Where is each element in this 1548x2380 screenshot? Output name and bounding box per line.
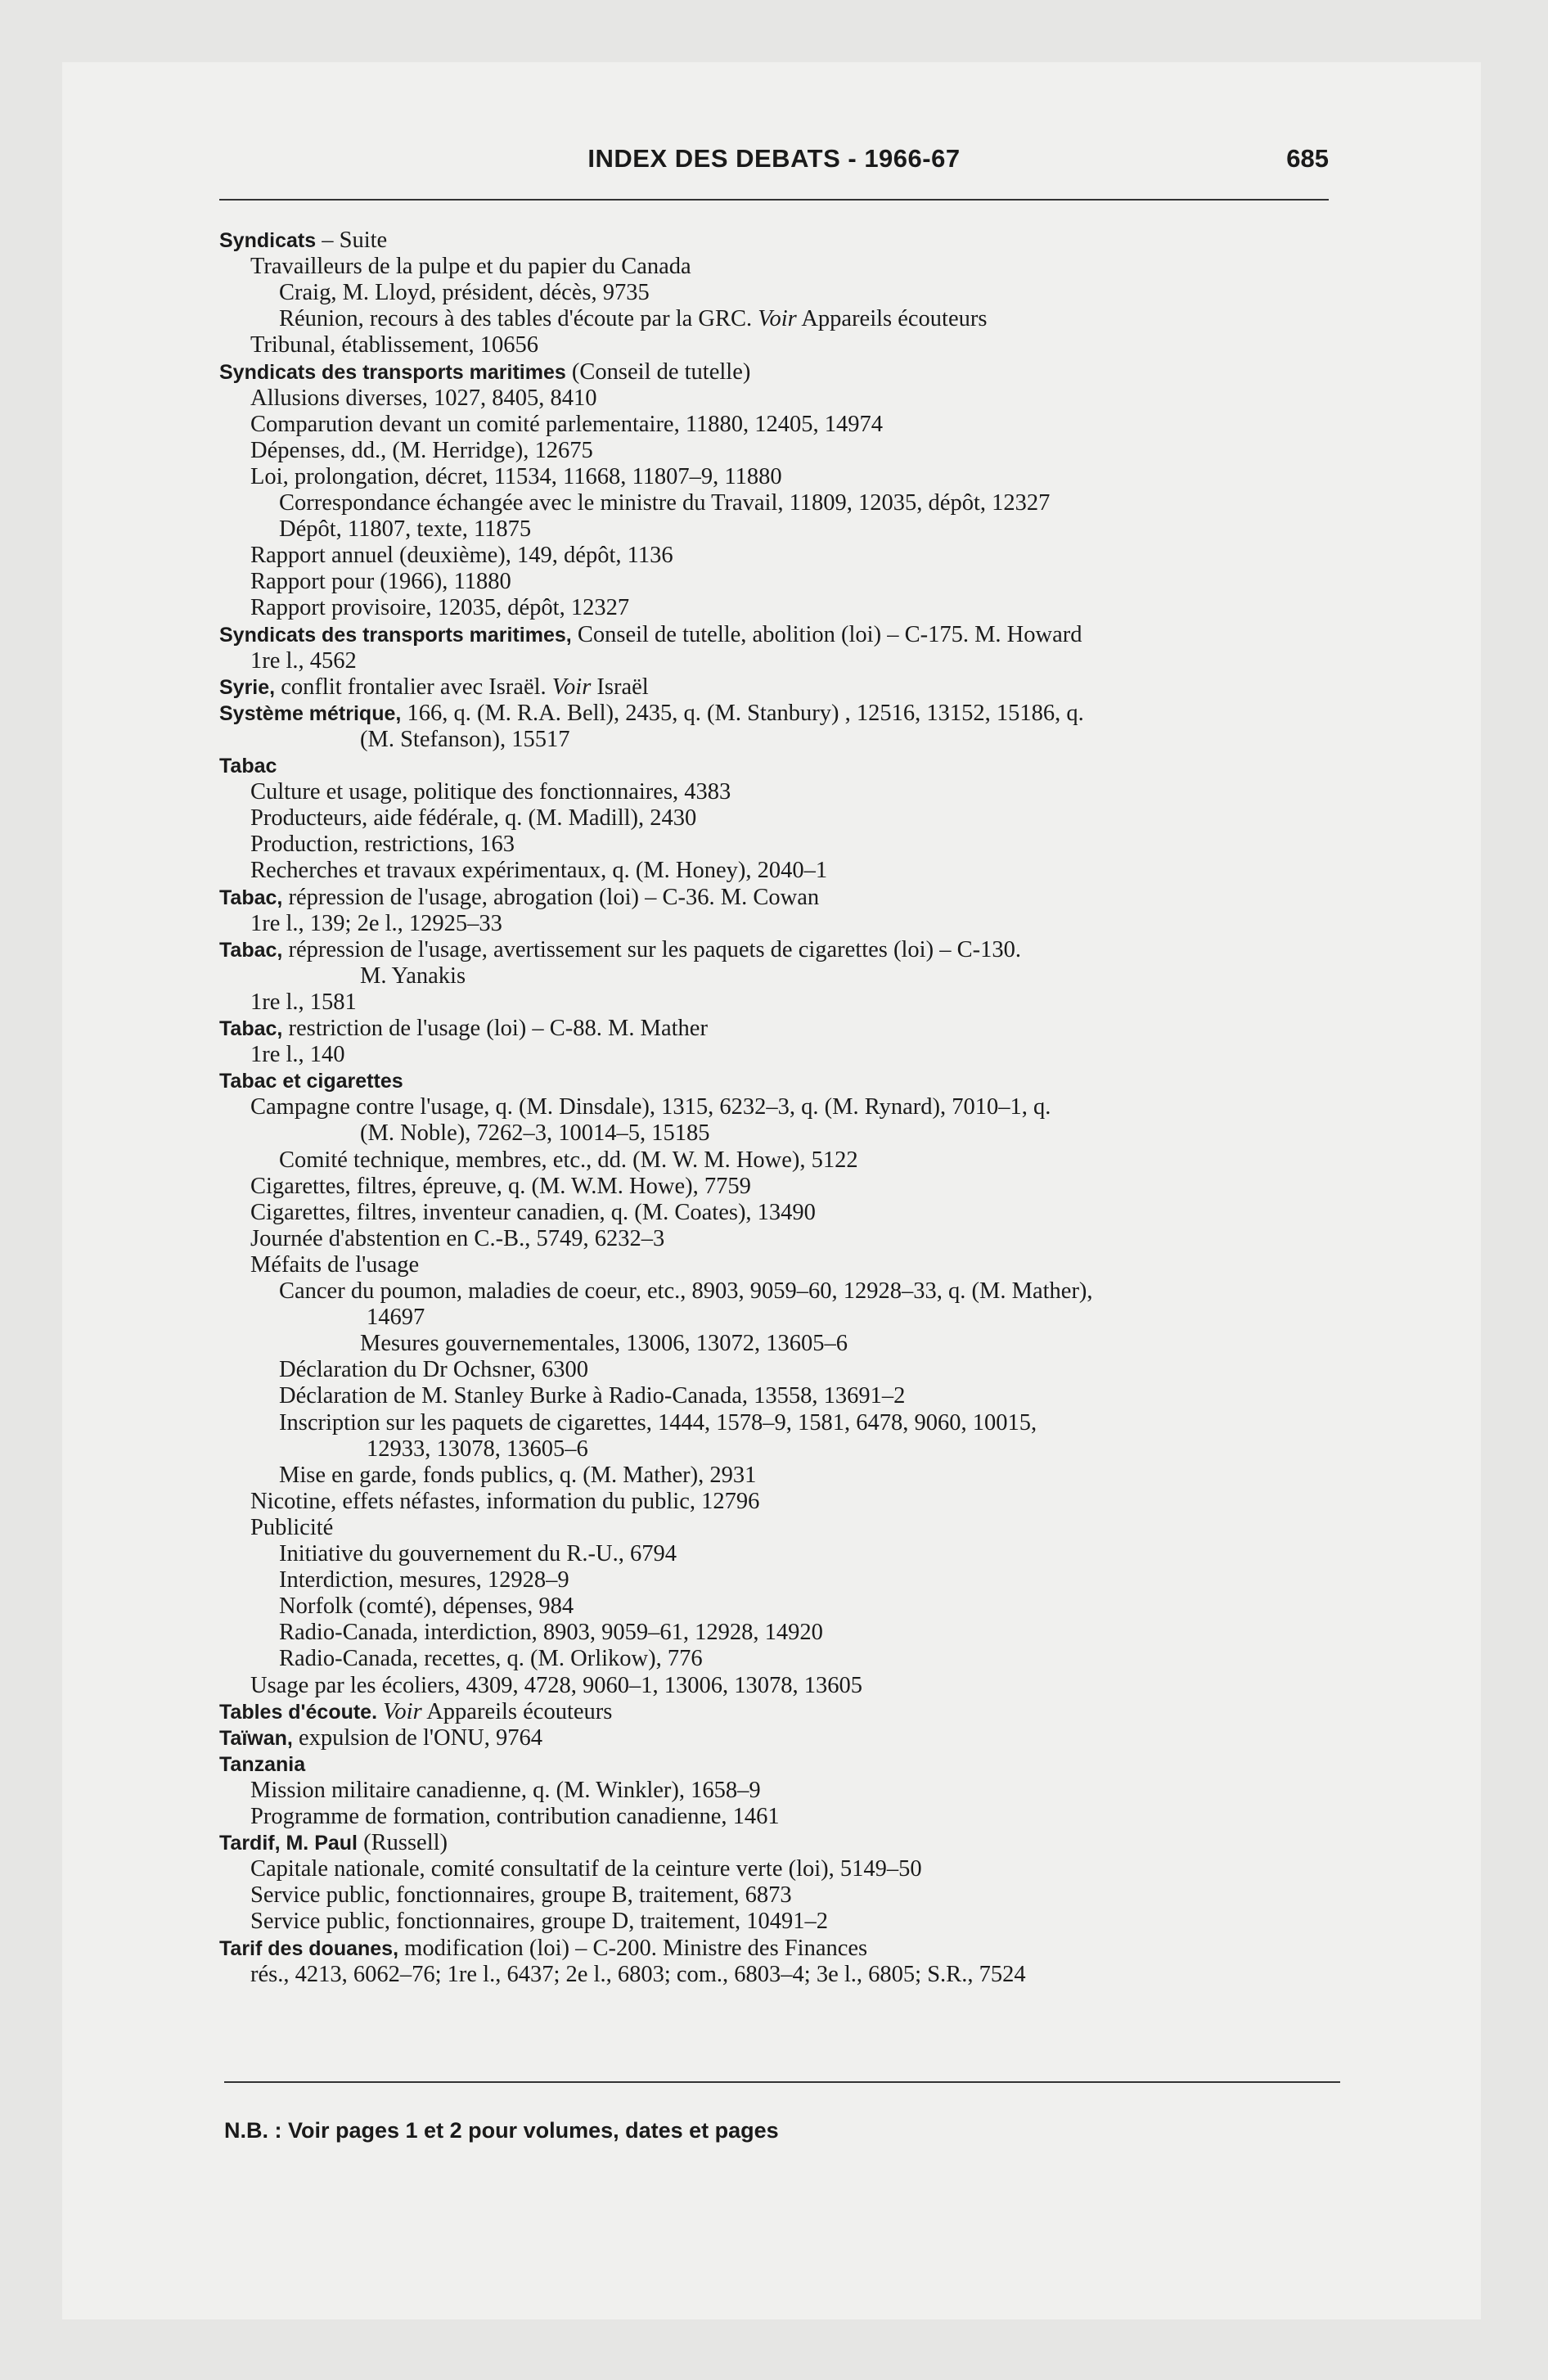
index-entry bbox=[360, 963, 466, 989]
index-entry bbox=[250, 595, 629, 621]
page-header bbox=[219, 144, 1329, 185]
index-entry bbox=[279, 1383, 905, 1409]
entry-text: Usage par les écoliers, 4309, 4728, 9060–1, 13006, 13078, 13605 bbox=[250, 1672, 863, 1698]
entry-text: Inscription sur les paquets de cigarettes, 1444, 1578–9, 1581, 6478, 9060, 10015, bbox=[279, 1409, 1037, 1436]
entry-text: M. Yanakis bbox=[360, 962, 466, 989]
index-heading bbox=[219, 1699, 612, 1725]
index-entry bbox=[250, 832, 515, 858]
entry-text: Publicité bbox=[250, 1514, 334, 1540]
entry-text: 1re l., 140 bbox=[250, 1042, 345, 1068]
entry-text: modification (loi) – C-200. Ministre des Finances bbox=[398, 1935, 868, 1961]
index-entry bbox=[360, 1120, 709, 1147]
index-entry bbox=[250, 1882, 792, 1909]
entry-text: Rapport annuel (deuxième), 149, dépôt, 1136 bbox=[250, 543, 673, 569]
index-entry bbox=[250, 464, 782, 490]
index-entry bbox=[279, 1620, 823, 1646]
entry-text: 166, q. (M. R.A. Bell), 2435, q. (M. Stanbury) , 12516, 13152, 15186, q. bbox=[401, 700, 1084, 726]
heading-term: Tabac, bbox=[219, 938, 283, 962]
index-heading bbox=[219, 1830, 448, 1856]
index-heading bbox=[219, 1725, 542, 1751]
index-entry bbox=[250, 1094, 1051, 1120]
index-entry bbox=[279, 516, 531, 543]
index-entry bbox=[250, 1778, 761, 1804]
entry-text: Correspondance échangée avec le ministre du Travail, 11809, 12035, dépôt, 12327 bbox=[279, 490, 1051, 516]
index-entry bbox=[360, 1331, 848, 1357]
heading-term: Syndicats des transports maritimes, bbox=[219, 623, 572, 647]
entry-text: Production, restrictions, 163 bbox=[250, 832, 515, 858]
index-entry bbox=[250, 1042, 345, 1068]
index-entry bbox=[250, 1489, 759, 1515]
entry-text: Mission militaire canadienne, q. (M. Winkler), 1658–9 bbox=[250, 1777, 761, 1803]
entry-text: Mise en garde, fonds publics, q. (M. Mather), 2931 bbox=[279, 1462, 757, 1488]
header-rule bbox=[219, 199, 1329, 201]
heading-term: Taïwan, bbox=[219, 1726, 293, 1750]
entry-text: Culture et usage, politique des fonctionnaires, 4383 bbox=[250, 779, 731, 805]
see-reference: Voir bbox=[383, 1698, 422, 1724]
entry-text: expulsion de l'ONU, 9764 bbox=[292, 1724, 542, 1751]
page-number: 685 bbox=[1286, 144, 1329, 173]
index-entry bbox=[279, 1646, 703, 1672]
index-entry bbox=[250, 332, 538, 358]
entry-text: 14697 bbox=[367, 1305, 425, 1331]
index-heading bbox=[219, 885, 819, 911]
index-entry bbox=[279, 490, 1050, 516]
entry-text: restriction de l'usage (loi) – C-88. M. Mather bbox=[282, 1016, 708, 1041]
entry-text: Radio-Canada, interdiction, 8903, 9059–61, 12928, 14920 bbox=[279, 1620, 823, 1646]
entry-text: Cigarettes, filtres, inventeur canadien, q. (M. Coates), 13490 bbox=[250, 1199, 816, 1225]
entry-text: – Suite bbox=[316, 228, 388, 253]
index-entry bbox=[367, 1436, 588, 1463]
entry-text: Allusions diverses, 1027, 8405, 8410 bbox=[250, 385, 597, 411]
entry-text: (M. Noble), 7262–3, 10014–5, 15185 bbox=[360, 1120, 710, 1147]
entry-text: (Russell) bbox=[358, 1830, 448, 1856]
index-entry bbox=[250, 569, 511, 595]
index-entry bbox=[250, 648, 357, 674]
entry-text: Israël bbox=[591, 674, 649, 700]
index-heading bbox=[219, 359, 750, 385]
entry-text: Mesures gouvernementales, 13006, 13072, 13605–6 bbox=[360, 1331, 848, 1357]
entry-text: 12933, 13078, 13605–6 bbox=[367, 1436, 588, 1462]
index-entry bbox=[250, 438, 593, 464]
index-heading bbox=[219, 753, 277, 779]
entry-text: Dépenses, dd., (M. Herridge), 12675 bbox=[250, 437, 593, 463]
entry-text: Appareils écouteurs bbox=[796, 306, 988, 332]
entry-text: Travailleurs de la pulpe et du papier du Canada bbox=[250, 254, 691, 280]
entry-text: Producteurs, aide fédérale, q. (M. Madill), 2430 bbox=[250, 805, 697, 832]
entry-text: Cancer du poumon, maladies de coeur, etc., 8903, 9059–60, 12928–33, q. (M. Mather), bbox=[279, 1278, 1093, 1304]
entry-text: Journée d'abstention en C.-B., 5749, 6232–3 bbox=[250, 1225, 665, 1251]
index-entry bbox=[250, 858, 827, 884]
entry-text: Dépôt, 11807, texte, 11875 bbox=[279, 516, 532, 543]
index-entry bbox=[360, 727, 569, 753]
entry-text: répression de l'usage, avertissement sur les paquets de cigarettes (loi) – C-130. bbox=[282, 936, 1021, 962]
index-entry bbox=[250, 1962, 1026, 1988]
heading-term: Tabac bbox=[219, 755, 277, 778]
index-heading bbox=[219, 701, 1084, 727]
entry-text: Tribunal, établissement, 10656 bbox=[250, 332, 539, 358]
entry-text: Craig, M. Lloyd, président, décès, 9735 bbox=[279, 280, 650, 306]
entry-text: Capitale nationale, comité consultatif de la ceinture verte (loi), 5149–50 bbox=[250, 1856, 922, 1882]
index-entry bbox=[250, 1174, 751, 1200]
entry-text: Nicotine, effets néfastes, information du public, 12796 bbox=[250, 1488, 760, 1514]
entry-text: Comparution devant un comité parlementaire, 11880, 12405, 14974 bbox=[250, 411, 884, 437]
entry-text: Conseil de tutelle, abolition (loi) – C-175. M. Howard bbox=[571, 621, 1082, 647]
index-entry bbox=[250, 1515, 333, 1541]
index-heading bbox=[219, 1016, 708, 1042]
heading-term: Système métrique, bbox=[219, 701, 402, 725]
entry-text: 1re l., 1581 bbox=[250, 989, 357, 1015]
entry-text: Programme de formation, contribution canadienne, 1461 bbox=[250, 1804, 780, 1829]
footer-rule bbox=[224, 2081, 1340, 2083]
index-entry bbox=[279, 1593, 574, 1620]
index-entry bbox=[250, 1673, 862, 1699]
index-entry bbox=[279, 1463, 756, 1489]
index-entry bbox=[279, 1147, 858, 1174]
heading-term: Tardif, M. Paul bbox=[219, 1832, 358, 1855]
index-entry bbox=[250, 254, 691, 280]
entry-text: Rapport pour (1966), 11880 bbox=[250, 569, 511, 595]
heading-term: Syndicats bbox=[219, 229, 317, 252]
index-entry bbox=[250, 543, 673, 569]
entry-text: Appareils écouteurs bbox=[421, 1698, 613, 1724]
entry-text: Service public, fonctionnaires, groupe D, traitement, 10491–2 bbox=[250, 1909, 828, 1935]
index-entry bbox=[250, 911, 502, 937]
index-entry bbox=[279, 1541, 677, 1567]
heading-term: Syndicats des transports maritimes bbox=[219, 360, 566, 384]
index-entry bbox=[279, 1567, 569, 1593]
index-entry bbox=[279, 306, 987, 332]
index-entry bbox=[279, 280, 650, 306]
entry-text: 1re l., 4562 bbox=[250, 647, 357, 674]
index-entry bbox=[250, 1200, 816, 1226]
entry-text: 1re l., 139; 2e l., 12925–33 bbox=[250, 910, 502, 936]
heading-term: Tarif des douanes, bbox=[219, 1936, 399, 1960]
entry-text: Recherches et travaux expérimentaux, q. (M. Honey), 2040–1 bbox=[250, 858, 828, 884]
heading-term: Tabac, bbox=[219, 886, 283, 909]
heading-term: Tabac, bbox=[219, 1017, 283, 1040]
entry-text: Norfolk (comté), dépenses, 984 bbox=[279, 1593, 574, 1620]
index-entry bbox=[250, 1226, 664, 1252]
entry-text: Initiative du gouvernement du R.-U., 6794 bbox=[279, 1541, 677, 1566]
entry-text: Déclaration du Dr Ochsner, 6300 bbox=[279, 1357, 588, 1383]
entry-text: Réunion, recours à des tables d'écoute par la GRC. bbox=[279, 306, 758, 332]
index-heading bbox=[219, 674, 649, 701]
index-entry bbox=[279, 1278, 1093, 1305]
index-heading bbox=[219, 1751, 305, 1778]
heading-term: Tabac et cigarettes bbox=[219, 1070, 403, 1093]
index-entry bbox=[250, 1804, 780, 1830]
entry-text: Loi, prolongation, décret, 11534, 11668, 11807–9, 11880 bbox=[250, 463, 782, 489]
heading-term: Syrie, bbox=[219, 675, 276, 699]
index-entry bbox=[279, 1357, 588, 1383]
heading-term: Tables d'écoute. bbox=[219, 1700, 378, 1724]
footnote: N.B. : Voir pages 1 et 2 pour volumes, dates et pages bbox=[224, 2118, 779, 2143]
heading-term: Tanzania bbox=[219, 1752, 306, 1776]
index-heading bbox=[219, 937, 1021, 963]
index-heading bbox=[219, 1068, 403, 1094]
index-entry bbox=[250, 1252, 419, 1278]
index-heading bbox=[219, 1936, 867, 1962]
index-entry bbox=[367, 1305, 425, 1331]
see-reference: Voir bbox=[551, 674, 592, 700]
entry-text: rés., 4213, 6062–76; 1re l., 6437; 2e l., 6803; com., 6803–4; 3e l., 6805; S.R., 7524 bbox=[250, 1961, 1026, 1987]
entry-text: Comité technique, membres, etc., dd. (M. W. M. Howe), 5122 bbox=[279, 1147, 858, 1173]
entry-text: Méfaits de l'usage bbox=[250, 1251, 420, 1278]
index-entry bbox=[250, 989, 357, 1016]
entry-text: Campagne contre l'usage, q. (M. Dinsdale), 1315, 6232–3, q. (M. Rynard), 7010–1, q. bbox=[250, 1094, 1051, 1120]
index-entry bbox=[250, 412, 883, 438]
see-reference: Voir bbox=[758, 306, 797, 332]
entry-text: répression de l'usage, abrogation (loi) – C-36. M. Cowan bbox=[282, 884, 820, 910]
entry-text: (Conseil de tutelle) bbox=[565, 358, 751, 385]
entry-text: Rapport provisoire, 12035, dépôt, 12327 bbox=[250, 595, 630, 621]
entry-text: Déclaration de M. Stanley Burke à Radio-Canada, 13558, 13691–2 bbox=[279, 1383, 906, 1409]
entry-text: Radio-Canada, recettes, q. (M. Orlikow), 776 bbox=[279, 1646, 703, 1672]
header-title: INDEX DES DEBATS - 1966-67 bbox=[587, 144, 961, 173]
index-entry bbox=[250, 779, 731, 805]
index-entry bbox=[250, 1856, 922, 1882]
index-entry bbox=[250, 805, 696, 832]
entry-text: (M. Stefanson), 15517 bbox=[360, 726, 570, 752]
entry-text: Cigarettes, filtres, épreuve, q. (M. W.M. Howe), 7759 bbox=[250, 1173, 751, 1199]
entry-text: conflit frontalier avec Israël. bbox=[275, 674, 552, 700]
index-entry bbox=[250, 385, 597, 412]
index-entry bbox=[279, 1410, 1037, 1436]
index-entry bbox=[250, 1909, 828, 1935]
index-heading bbox=[219, 622, 1082, 648]
index-heading bbox=[219, 228, 387, 254]
entry-text: Service public, fonctionnaires, groupe B, traitement, 6873 bbox=[250, 1882, 792, 1909]
entry-text: Interdiction, mesures, 12928–9 bbox=[279, 1567, 569, 1593]
